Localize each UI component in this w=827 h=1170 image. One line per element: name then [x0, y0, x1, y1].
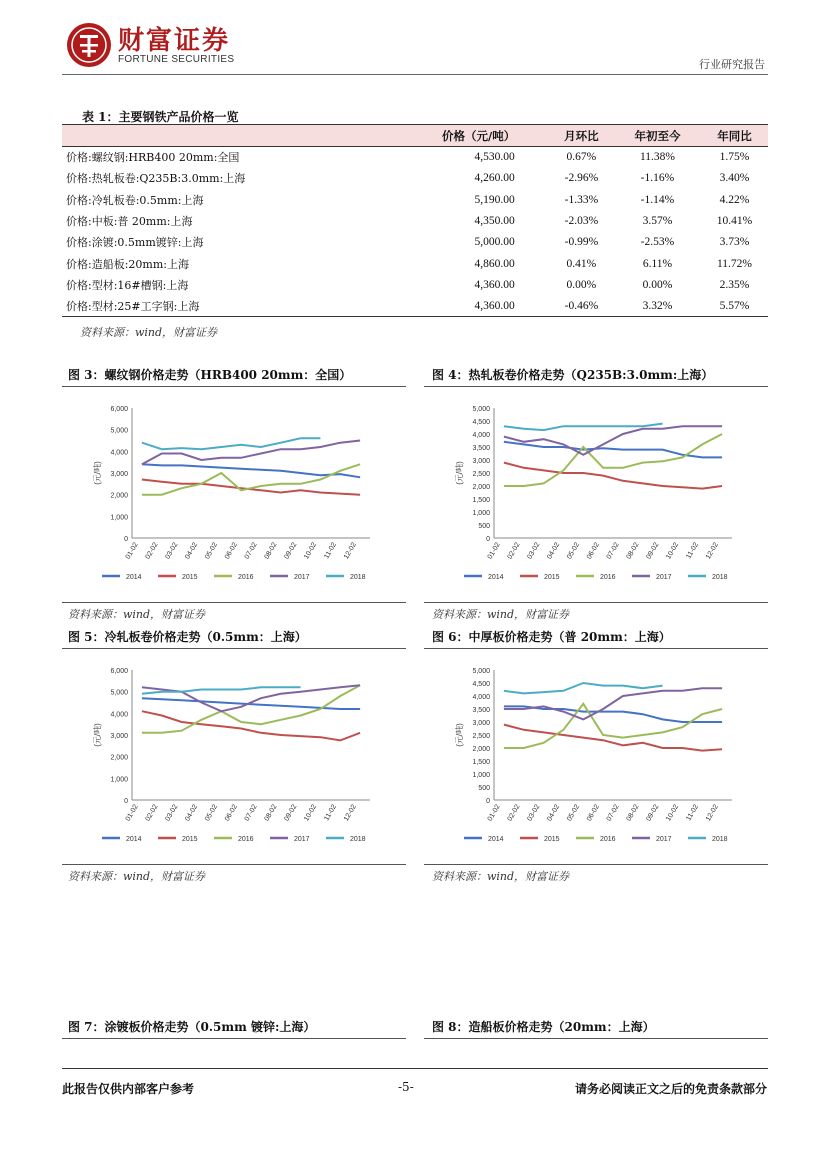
y-tick-label: 1,000 — [472, 510, 490, 517]
x-tick-label: 10-02 — [303, 541, 319, 561]
y-tick-label: 1,000 — [472, 772, 490, 779]
y-tick-label: 5,000 — [110, 689, 128, 697]
x-tick-label: 05-02 — [566, 803, 582, 823]
x-tick-label: 08-02 — [263, 803, 279, 823]
price-table — [62, 124, 768, 317]
table-cell: 价格:热轧板卷:Q235B:3.0mm:上海 — [66, 172, 246, 186]
x-tick-label: 10-02 — [303, 803, 319, 823]
y-tick-label: 3,500 — [472, 707, 490, 714]
x-tick-label: 04-02 — [546, 541, 562, 561]
page-number: -5- — [398, 1080, 414, 1094]
table-cell: -0.99% — [564, 236, 599, 249]
figure-7-title: 图 7：涂镀板价格走势（0.5mm 镀锌:上海） — [68, 1020, 316, 1034]
series-line-2015 — [142, 480, 360, 495]
figure-4-bottom-rule — [424, 602, 768, 603]
figure-7-top-rule — [62, 1038, 406, 1039]
table-row — [62, 296, 768, 317]
table-cell: 0.41% — [566, 257, 597, 270]
table-row — [62, 210, 768, 231]
y-tick-label: 5,000 — [110, 427, 128, 435]
header-divider — [62, 74, 768, 75]
table-cell: -0.46% — [549, 296, 614, 317]
x-tick-label: 02-02 — [144, 541, 160, 561]
y-tick-label: 3,000 — [110, 471, 128, 478]
table-cell: 0.67% — [566, 151, 597, 164]
x-tick-label: 04-02 — [184, 541, 200, 561]
x-tick-label: 11-02 — [323, 803, 339, 823]
x-tick-label: 06-02 — [585, 541, 601, 561]
y-axis-label: (元/吨) — [93, 461, 102, 485]
table-cell: 2.35% — [719, 278, 750, 291]
legend-label: 2016 — [238, 574, 254, 581]
x-tick-label: 04-02 — [184, 803, 200, 823]
table-cell: 0.00% — [566, 278, 597, 291]
table-cell: -1.33% — [564, 193, 599, 206]
table-cell: -2.03% — [564, 215, 599, 228]
x-tick-label: 12-02 — [704, 803, 720, 823]
x-tick-label: 09-02 — [645, 803, 661, 823]
y-tick-label: 4,500 — [472, 681, 490, 688]
y-tick-label: 2,000 — [472, 746, 490, 753]
table-cell: -1.14% — [640, 193, 675, 206]
x-tick-label: 09-02 — [283, 541, 299, 561]
table-cell: 价格:造船板:20mm:上海 — [66, 257, 189, 271]
column-header — [62, 125, 408, 147]
figure-3-top-rule — [62, 386, 406, 387]
y-axis-label: (元/吨) — [455, 461, 464, 485]
figure-6-bottom-rule — [424, 864, 768, 865]
table-cell: 1.75% — [719, 151, 750, 164]
table-cell: 3.73% — [719, 236, 750, 249]
legend-label: 2018 — [350, 836, 366, 843]
x-tick-label: 07-02 — [243, 541, 259, 561]
y-tick-label: 2,500 — [472, 733, 490, 740]
x-tick-label: 01-02 — [486, 541, 502, 561]
table-cell: 价格:中板:普 20mm:上海 — [66, 215, 193, 229]
legend-label: 2016 — [238, 836, 254, 843]
table-cell: -2.96% — [564, 172, 599, 185]
legend-label: 2016 — [600, 836, 616, 843]
table-source: 资料来源：wind，财富证券 — [80, 326, 218, 339]
figure-4-source: 资料来源：wind，财富证券 — [432, 608, 570, 621]
series-line-2016 — [504, 704, 722, 748]
table-cell: 价格:涂镀:0.5mm镀锌:上海 — [66, 236, 204, 250]
x-tick-label: 05-02 — [204, 541, 220, 561]
table-cell: 4,360.00 — [474, 278, 515, 291]
x-tick-label: 05-02 — [204, 803, 220, 823]
x-tick-label: 07-02 — [605, 803, 621, 823]
x-tick-label: 09-02 — [283, 803, 299, 823]
table-header-row — [62, 125, 768, 147]
figure-5-source: 资料来源：wind，财富证券 — [68, 870, 206, 883]
x-tick-label: 08-02 — [625, 541, 641, 561]
table-title: 表 1：主要钢铁产品价格一览 — [82, 110, 239, 124]
figure-5-top-rule — [62, 648, 406, 649]
report-type: 行业研究报告 — [699, 58, 765, 71]
legend-label: 2015 — [182, 836, 198, 843]
y-tick-label: 2,000 — [110, 754, 128, 762]
chart-cold-rolled-price — [90, 660, 384, 852]
y-tick-label: 0 — [124, 536, 128, 543]
figure-6-source: 资料来源：wind，财富证券 — [432, 870, 570, 883]
y-tick-label: 1,000 — [110, 514, 128, 522]
column-header: 年同比 — [701, 125, 768, 147]
table-cell: 4,350.00 — [474, 215, 515, 228]
y-tick-label: 4,000 — [110, 711, 128, 719]
figure-6-title: 图 6：中厚板价格走势（普 20mm：上海） — [432, 630, 671, 644]
legend-label: 2017 — [294, 574, 310, 581]
figure-5-title: 图 5：冷轧板卷价格走势（0.5mm：上海） — [68, 630, 307, 644]
x-tick-label: 10-02 — [665, 541, 681, 561]
legend-label: 2014 — [126, 574, 142, 581]
table-cell: 4,260.00 — [474, 172, 515, 185]
x-tick-label: 12-02 — [704, 541, 720, 561]
legend-label: 2018 — [712, 836, 728, 843]
footer-disclaimer: 请务必阅读正文之后的免责条款部分 — [574, 1082, 767, 1096]
x-tick-label: 08-02 — [625, 803, 641, 823]
y-tick-label: 2,000 — [472, 484, 490, 491]
x-tick-label: 09-02 — [645, 541, 661, 561]
x-tick-label: 06-02 — [223, 541, 239, 561]
column-header: 价格（元/吨） — [408, 125, 548, 147]
x-tick-label: 04-02 — [546, 803, 562, 823]
x-tick-label: 02-02 — [506, 803, 522, 823]
x-tick-label: 08-02 — [263, 541, 279, 561]
series-line-2014 — [142, 464, 360, 477]
y-tick-label: 5,000 — [472, 668, 490, 675]
y-tick-label: 0 — [486, 798, 490, 805]
x-tick-label: 07-02 — [605, 541, 621, 561]
logo-chinese-text: 财富证券 — [118, 26, 231, 56]
table-cell: 4.22% — [719, 193, 750, 206]
table-cell: 10.41% — [716, 215, 753, 228]
y-tick-label: 6,000 — [110, 406, 128, 413]
x-tick-label: 11-02 — [323, 541, 339, 561]
figure-6-top-rule — [424, 648, 768, 649]
legend-label: 2017 — [656, 836, 672, 843]
table-cell: -1.16% — [640, 172, 675, 185]
y-tick-label: 500 — [478, 785, 490, 792]
x-tick-label: 07-02 — [243, 803, 259, 823]
table-row — [62, 168, 768, 189]
x-tick-label: 02-02 — [144, 803, 160, 823]
chart-medium-plate-price — [452, 660, 746, 852]
footer-left-note: 此报告仅供内部客户参考 — [62, 1082, 195, 1096]
table-cell: 6.11% — [642, 257, 673, 270]
x-tick-label: 01-02 — [486, 803, 502, 823]
table-row — [62, 147, 768, 168]
x-tick-label: 11-02 — [685, 803, 701, 823]
series-line-2017 — [142, 441, 360, 465]
table-cell: 价格:螺纹钢:HRB400 20mm:全国 — [66, 151, 240, 165]
y-tick-label: 4,500 — [472, 419, 490, 426]
figure-4-top-rule — [424, 386, 768, 387]
legend-label: 2014 — [488, 574, 504, 581]
y-tick-label: 3,000 — [472, 720, 490, 727]
y-tick-label: 0 — [486, 536, 490, 543]
y-tick-label: 3,000 — [472, 458, 490, 465]
chart-rebar-price — [90, 398, 384, 590]
table-cell: -2.53% — [640, 236, 675, 249]
x-tick-label: 10-02 — [665, 803, 681, 823]
y-tick-label: 2,500 — [472, 471, 490, 478]
y-axis-label: (元/吨) — [455, 723, 464, 747]
legend-label: 2016 — [600, 574, 616, 581]
y-tick-label: 1,500 — [472, 759, 490, 766]
table-row — [62, 274, 768, 295]
figure-3-source: 资料来源：wind，财富证券 — [68, 608, 206, 621]
series-line-2014 — [504, 706, 722, 722]
legend-label: 2018 — [350, 574, 366, 581]
figure-8-top-rule — [424, 1038, 768, 1039]
table-cell: 3.32% — [614, 296, 701, 317]
chart-hot-rolled-price — [452, 398, 746, 590]
x-tick-label: 03-02 — [164, 803, 180, 823]
table-cell: 5.57% — [701, 296, 768, 317]
y-tick-label: 4,000 — [472, 432, 490, 439]
x-tick-label: 06-02 — [223, 803, 239, 823]
table-cell: 4,530.00 — [474, 151, 515, 164]
footer-divider — [62, 1068, 768, 1069]
x-tick-label: 12-02 — [342, 803, 358, 823]
column-header: 月环比 — [549, 125, 614, 147]
series-line-2015 — [142, 711, 360, 740]
x-tick-label: 05-02 — [566, 541, 582, 561]
table-cell: 价格:冷轧板卷:0.5mm:上海 — [66, 193, 204, 207]
table-cell: 5,000.00 — [474, 236, 515, 249]
legend-label: 2018 — [712, 574, 728, 581]
y-tick-label: 6,000 — [110, 668, 128, 675]
series-line-2015 — [504, 725, 722, 751]
legend-label: 2014 — [488, 836, 504, 843]
figure-3-bottom-rule — [62, 602, 406, 603]
table-cell: 11.72% — [716, 257, 752, 270]
y-tick-label: 0 — [124, 798, 128, 805]
x-tick-label: 06-02 — [585, 803, 601, 823]
table-cell: 4,360.00 — [408, 296, 548, 317]
legend-label: 2015 — [544, 836, 560, 843]
figure-5-bottom-rule — [62, 864, 406, 865]
x-tick-label: 03-02 — [526, 803, 542, 823]
x-tick-label: 01-02 — [124, 541, 140, 561]
table-row — [62, 232, 768, 253]
series-line-2018 — [142, 438, 321, 449]
table-cell: 3.40% — [719, 172, 750, 185]
table-body — [62, 147, 768, 317]
table-row — [62, 253, 768, 274]
series-line-2018 — [504, 683, 663, 693]
figure-8-title: 图 8：造船板价格走势（20mm：上海） — [432, 1020, 655, 1034]
y-axis-label: (元/吨) — [93, 723, 102, 747]
column-header: 年初至今 — [614, 125, 701, 147]
legend-label: 2017 — [656, 574, 672, 581]
figure-4-title: 图 4：热轧板卷价格走势（Q235B:3.0mm:上海） — [432, 368, 714, 382]
fortune-logo-icon — [66, 22, 112, 68]
y-tick-label: 4,000 — [472, 694, 490, 701]
x-tick-label: 12-02 — [342, 541, 358, 561]
table-row — [62, 189, 768, 210]
x-tick-label: 03-02 — [526, 541, 542, 561]
y-tick-label: 3,500 — [472, 445, 490, 452]
table-cell: 4,860.00 — [474, 257, 515, 270]
table-cell: 5,190.00 — [474, 193, 515, 206]
x-tick-label: 03-02 — [164, 541, 180, 561]
y-tick-label: 1,500 — [472, 497, 490, 504]
table-cell: 价格:型材:16#槽钢:上海 — [66, 278, 189, 292]
x-tick-label: 01-02 — [124, 803, 140, 823]
legend-label: 2014 — [126, 836, 142, 843]
table-cell: 0.00% — [642, 278, 673, 291]
y-tick-label: 2,000 — [110, 492, 128, 500]
logo-english-text: FORTUNE SECURITIES — [118, 54, 235, 65]
legend-label: 2017 — [294, 836, 310, 843]
y-tick-label: 1,000 — [110, 776, 128, 784]
legend-label: 2015 — [544, 574, 560, 581]
legend-label: 2015 — [182, 574, 198, 581]
y-tick-label: 4,000 — [110, 449, 128, 457]
x-tick-label: 02-02 — [506, 541, 522, 561]
figure-3-title: 图 3：螺纹钢价格走势（HRB400 20mm：全国） — [68, 368, 352, 382]
table-cell: 3.57% — [642, 215, 673, 228]
y-tick-label: 500 — [478, 523, 490, 530]
y-tick-label: 5,000 — [472, 406, 490, 413]
y-tick-label: 3,000 — [110, 733, 128, 740]
table-cell: 价格:型材:25#工字钢:上海 — [62, 296, 408, 317]
table-cell: 11.38% — [639, 151, 675, 164]
x-tick-label: 11-02 — [685, 541, 701, 561]
series-line-2014 — [504, 442, 722, 458]
